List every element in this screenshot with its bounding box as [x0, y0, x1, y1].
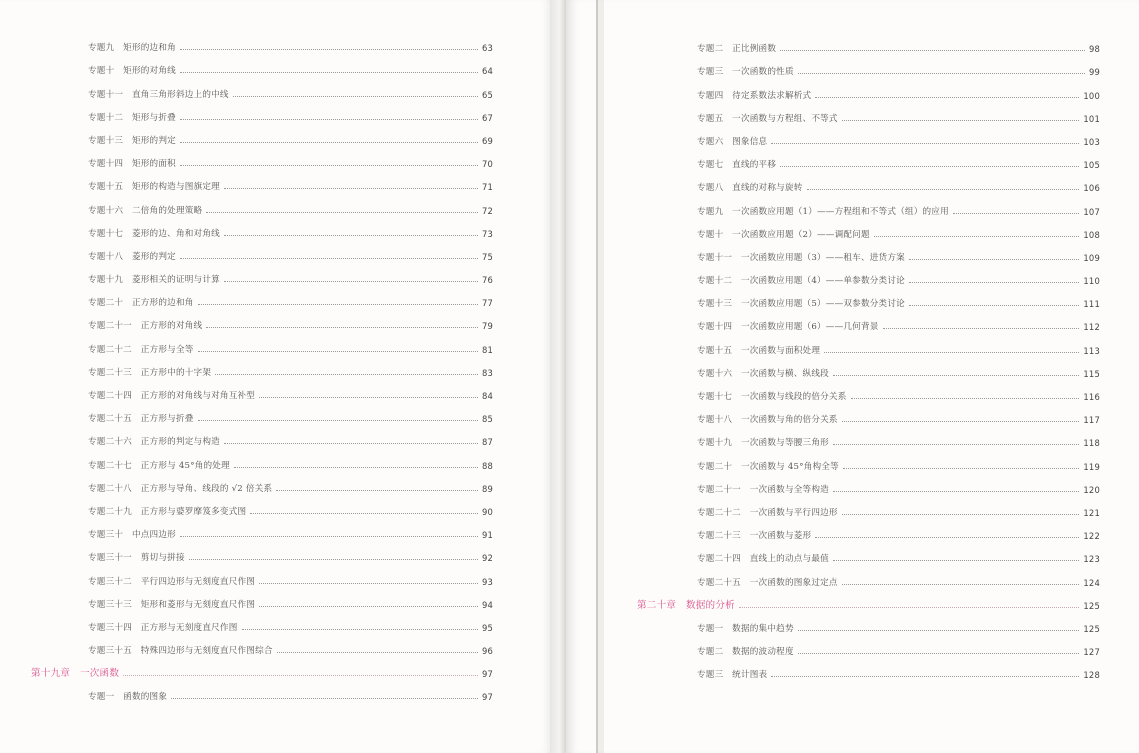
toc-entry[interactable]	[88, 76, 493, 99]
page-number: 119	[1083, 461, 1100, 472]
topic-title: 专题二十 正方形的边和角	[88, 298, 194, 309]
toc-entry[interactable]	[88, 100, 493, 123]
topic-title: 专题十九 菱形相关的证明与计算	[88, 275, 220, 286]
page-number: 124	[1083, 577, 1100, 588]
dot-leader	[851, 398, 1080, 399]
toc-entry[interactable]	[697, 564, 1100, 587]
topic-title: 专题二十三 一次函数与菱形	[697, 531, 812, 542]
toc-entry[interactable]	[88, 471, 493, 494]
dot-leader	[215, 374, 478, 375]
dot-leader	[123, 675, 478, 676]
topic-title: 专题一 函数的图象	[88, 692, 168, 703]
page-number: 128	[1083, 670, 1100, 681]
dot-leader	[242, 629, 478, 630]
topic-title: 专题九 矩形的边和角	[88, 43, 176, 54]
toc-entry[interactable]	[88, 494, 493, 517]
page-number: 113	[1083, 345, 1100, 356]
topic-title: 专题十六 二倍角的处理策略	[88, 205, 203, 216]
topic-title: 专题十八 一次函数与角的倍分关系	[697, 415, 838, 426]
dot-leader	[953, 213, 1080, 214]
toc-entry[interactable]	[697, 541, 1100, 564]
toc-entry[interactable]	[697, 77, 1100, 100]
dot-leader	[833, 375, 1079, 376]
page-number: 70	[481, 159, 493, 170]
page-number: 115	[1083, 368, 1100, 379]
toc-entry[interactable]	[697, 402, 1100, 425]
topic-title: 专题三十一 剪切与拼接	[88, 553, 185, 564]
topic-title: 专题十八 菱形的判定	[88, 251, 176, 262]
toc-entry[interactable]	[88, 679, 493, 702]
page-number: 127	[1083, 647, 1100, 658]
dot-leader	[909, 259, 1079, 260]
page-number: 111	[1083, 299, 1100, 310]
toc-entry[interactable]	[697, 332, 1100, 355]
topic-title: 专题七 直线的平移	[697, 160, 777, 171]
topic-title: 专题二十四 直线上的动点与最值	[697, 554, 829, 565]
topic-title: 专题十 一次函数应用题（2）——调配问题	[697, 229, 870, 240]
toc-entry[interactable]	[697, 217, 1100, 240]
topic-title: 专题二十八 正方形与导角、线段的 √2 倍关系	[88, 483, 273, 494]
page-number: 116	[1083, 392, 1100, 402]
dot-leader	[909, 282, 1079, 283]
toc-entry[interactable]	[697, 54, 1100, 77]
page-number: 107	[1083, 206, 1100, 217]
page-number: 79	[481, 321, 493, 332]
topic-title: 专题二十五 正方形与折叠	[88, 414, 194, 425]
page-number: 71	[481, 182, 493, 193]
toc-entry[interactable]	[88, 424, 493, 447]
topic-title: 专题三十 中点四边形	[88, 530, 176, 541]
topic-title: 专题二十一 正方形的对角线	[88, 321, 203, 332]
page-number: 93	[481, 576, 493, 587]
dot-leader	[843, 468, 1080, 469]
page-number: 76	[481, 275, 493, 286]
dot-leader	[842, 584, 1080, 585]
topic-title: 专题四 待定系数法求解析式	[697, 90, 812, 101]
toc-entry[interactable]	[697, 495, 1100, 518]
page-number: 91	[481, 530, 493, 541]
dot-leader	[224, 443, 478, 444]
topic-title: 专题一 数据的集中趋势	[697, 623, 794, 634]
page-number: 117	[1083, 415, 1100, 426]
page-number: 101	[1083, 113, 1100, 124]
page-number: 110	[1083, 276, 1100, 287]
toc-entry[interactable]	[697, 170, 1100, 193]
page-spine-highlight	[598, 0, 604, 753]
topic-title: 专题二十二 一次函数与平行四边形	[697, 507, 838, 518]
dot-leader	[824, 352, 1079, 353]
topic-title: 专题十二 矩形与折叠	[88, 112, 176, 123]
page-number: 97	[481, 692, 493, 703]
topic-title: 专题三十二 平行四边形与无刻度直尺作图	[88, 576, 256, 587]
page-number: 88	[481, 460, 493, 471]
page-number: 118	[1083, 438, 1100, 449]
topic-title: 专题二十七 正方形与 45°角的处理	[88, 460, 230, 471]
dot-leader	[250, 513, 478, 514]
dot-leader	[189, 559, 478, 560]
toc-entry[interactable]	[88, 447, 493, 470]
toc-left-list	[31, 30, 493, 703]
topic-title: 专题九 一次函数应用题（1）——方程组和不等式（组）的应用	[697, 206, 949, 217]
dot-leader	[224, 281, 478, 282]
dot-leader	[233, 96, 478, 97]
toc-entry[interactable]	[697, 448, 1100, 471]
page-number: 95	[481, 622, 493, 633]
toc-entry[interactable]	[88, 587, 493, 610]
topic-title: 专题二十六 正方形的判定与构造	[88, 437, 220, 448]
toc-entry[interactable]	[88, 610, 493, 633]
dot-leader	[798, 73, 1085, 74]
dot-leader	[780, 50, 1085, 51]
toc-entry[interactable]	[88, 146, 493, 169]
dot-leader	[180, 49, 478, 50]
toc-entry[interactable]	[88, 633, 493, 656]
book-gutter	[550, 0, 566, 753]
dot-leader	[815, 537, 1079, 538]
topic-title: 专题六 图象信息	[697, 136, 768, 147]
page-number: 109	[1083, 252, 1100, 263]
toc-entry[interactable]	[88, 331, 493, 354]
topic-title: 专题十七 一次函数与线段的倍分关系	[697, 392, 847, 402]
dot-leader	[276, 490, 478, 491]
page-number: 72	[481, 205, 493, 216]
topic-title: 专题三 一次函数的性质	[697, 67, 794, 78]
topic-title: 专题十一 一次函数应用题（3）——租车、进货方案	[697, 252, 905, 263]
toc-entry[interactable]	[697, 309, 1100, 332]
dot-leader	[224, 235, 478, 236]
page-number: 125	[1083, 600, 1100, 611]
page-number: 63	[481, 43, 493, 54]
page-number: 120	[1083, 484, 1100, 495]
toc-entry[interactable]	[697, 356, 1100, 379]
page-number: 83	[481, 367, 493, 378]
toc-entry[interactable]	[697, 240, 1100, 263]
dot-leader	[180, 119, 478, 120]
dot-leader	[798, 653, 1080, 654]
dot-leader	[180, 165, 478, 166]
toc-entry[interactable]	[697, 379, 1100, 402]
topic-title: 专题二十一 一次函数与全等构造	[697, 484, 829, 495]
page-number: 112	[1083, 322, 1100, 333]
page-number: 73	[481, 228, 493, 239]
topic-title: 专题十五 一次函数与面积处理	[697, 345, 821, 356]
page-number: 69	[481, 135, 493, 146]
toc-entry[interactable]	[88, 169, 493, 192]
dot-leader	[277, 652, 478, 653]
topic-title: 专题二十三 正方形中的十字架	[88, 367, 212, 378]
topic-title: 专题三 统计图表	[697, 670, 768, 681]
toc-entry[interactable]	[88, 192, 493, 215]
page-number: 90	[481, 506, 493, 517]
page-number: 81	[481, 344, 493, 355]
dot-leader	[259, 583, 478, 584]
topic-title: 专题十四 矩形的面积	[88, 159, 176, 170]
page-number: 125	[1083, 623, 1100, 634]
dot-leader	[909, 305, 1079, 306]
dot-leader	[883, 328, 1080, 329]
dot-leader	[206, 327, 478, 328]
dot-leader	[780, 166, 1079, 167]
dot-leader	[807, 189, 1080, 190]
toc-entry[interactable]	[697, 193, 1100, 216]
toc-entry[interactable]	[697, 518, 1100, 541]
toc-entry[interactable]	[88, 401, 493, 424]
page-number: 103	[1083, 136, 1100, 147]
dot-leader	[842, 514, 1080, 515]
page-number: 99	[1088, 67, 1100, 78]
toc-right-list	[637, 31, 1100, 681]
page-number: 97	[481, 669, 493, 680]
dot-leader	[234, 467, 478, 468]
toc-entry[interactable]	[88, 355, 493, 378]
page-number: 75	[481, 251, 493, 262]
dot-leader	[771, 676, 1079, 677]
toc-entry[interactable]	[697, 634, 1100, 657]
dot-leader	[259, 397, 478, 398]
toc-entry[interactable]	[697, 286, 1100, 309]
chapter-title: 第二十章 数据的分析	[637, 599, 735, 611]
topic-title: 专题十三 一次函数应用题（5）——双参数分类讨论	[697, 299, 905, 310]
toc-entry[interactable]	[88, 53, 493, 76]
toc-entry[interactable]	[697, 425, 1100, 448]
dot-leader	[180, 536, 478, 537]
toc-entry[interactable]	[88, 30, 493, 53]
dot-leader	[224, 188, 478, 189]
dot-leader	[171, 698, 478, 699]
toc-entry[interactable]	[697, 263, 1100, 286]
page-number: 77	[481, 298, 493, 309]
page-number: 92	[481, 553, 493, 564]
dot-leader	[180, 72, 478, 73]
toc-entry[interactable]	[697, 124, 1100, 147]
page-number: 106	[1083, 183, 1100, 194]
page-number: 89	[481, 483, 493, 494]
dot-leader	[842, 120, 1080, 121]
page-number: 98	[1088, 44, 1100, 55]
page-number: 85	[481, 414, 493, 425]
toc-entry[interactable]	[697, 472, 1100, 495]
page-number: 65	[481, 89, 493, 100]
dot-leader	[259, 606, 478, 607]
toc-chapter-entry[interactable]	[31, 656, 493, 679]
dot-leader	[198, 420, 478, 421]
toc-entry[interactable]	[697, 147, 1100, 170]
dot-leader	[198, 351, 478, 352]
toc-entry[interactable]	[88, 563, 493, 586]
topic-title: 专题十七 菱形的边、角和对角线	[88, 228, 220, 239]
topic-title: 专题十九 一次函数与等腰三角形	[697, 438, 829, 449]
toc-entry[interactable]	[697, 31, 1100, 54]
dot-leader	[815, 97, 1079, 98]
topic-title: 专题三十四 正方形与无刻度直尺作图	[88, 622, 238, 633]
topic-title: 专题二十二 正方形与全等	[88, 344, 194, 355]
dot-leader	[771, 143, 1079, 144]
topic-title: 专题三十三 矩形和菱形与无刻度直尺作图	[88, 599, 256, 610]
page-number: 87	[481, 437, 493, 448]
toc-entry[interactable]	[697, 101, 1100, 124]
topic-title: 专题三十五 特殊四边形与无刻度直尺作图综合	[88, 646, 273, 657]
page-number: 122	[1083, 531, 1100, 542]
dot-leader	[739, 607, 1079, 608]
toc-entry[interactable]	[88, 216, 493, 239]
toc-entry[interactable]	[88, 378, 493, 401]
topic-title: 专题十一 直角三角形斜边上的中线	[88, 89, 229, 100]
page-number: 100	[1083, 90, 1100, 101]
chapter-title: 第十九章 一次函数	[31, 668, 120, 680]
page-number: 94	[481, 599, 493, 610]
page-number: 121	[1083, 507, 1100, 518]
dot-leader	[842, 421, 1080, 422]
page-number: 96	[481, 646, 493, 657]
topic-title: 专题二十五 一次函数的图象过定点	[697, 577, 838, 588]
page-number: 64	[481, 66, 493, 77]
topic-title: 专题十二 一次函数应用题（4）——单参数分类讨论	[697, 276, 905, 287]
topic-title: 专题八 直线的对称与旋转	[697, 183, 803, 194]
dot-leader	[206, 212, 478, 213]
dot-leader	[180, 142, 478, 143]
dot-leader	[833, 491, 1079, 492]
page-number: 67	[481, 112, 493, 123]
page-number: 108	[1083, 229, 1100, 240]
topic-title: 专题二 正比例函数	[697, 44, 777, 55]
topic-title: 专题十三 矩形的判定	[88, 135, 176, 146]
topic-title: 专题五 一次函数与方程组、不等式	[697, 113, 838, 124]
dot-leader	[833, 444, 1079, 445]
toc-entry[interactable]	[697, 611, 1100, 634]
topic-title: 专题十六 一次函数与横、纵线段	[697, 368, 829, 379]
toc-chapter-entry[interactable]	[637, 588, 1100, 611]
toc-entry[interactable]	[88, 285, 493, 308]
toc-entry[interactable]	[697, 657, 1100, 680]
toc-entry[interactable]	[88, 308, 493, 331]
dot-leader	[798, 630, 1080, 631]
page-number: 84	[481, 391, 493, 401]
dot-leader	[874, 236, 1080, 237]
topic-title: 专题二十 一次函数与 45°角构全等	[697, 461, 839, 472]
topic-title: 专题二十九 正方形与婆罗摩笈多变式图	[88, 506, 247, 517]
toc-entry[interactable]	[88, 239, 493, 262]
page-number: 105	[1083, 160, 1100, 171]
topic-title: 专题二十四 正方形的对角线与对角互补型	[88, 391, 256, 401]
dot-leader	[198, 304, 478, 305]
toc-entry[interactable]	[88, 540, 493, 563]
toc-entry[interactable]	[88, 262, 493, 285]
topic-title: 专题二 数据的波动程度	[697, 647, 794, 658]
toc-entry[interactable]	[88, 517, 493, 540]
toc-entry[interactable]	[88, 123, 493, 146]
dot-leader	[833, 560, 1079, 561]
dot-leader	[180, 258, 478, 259]
page-number: 123	[1083, 554, 1100, 565]
topic-title: 专题十五 矩形的构造与图旗定理	[88, 182, 220, 193]
topic-title: 专题十四 一次函数应用题（6）——几何背景	[697, 322, 879, 333]
topic-title: 专题十 矩形的对角线	[88, 66, 176, 77]
